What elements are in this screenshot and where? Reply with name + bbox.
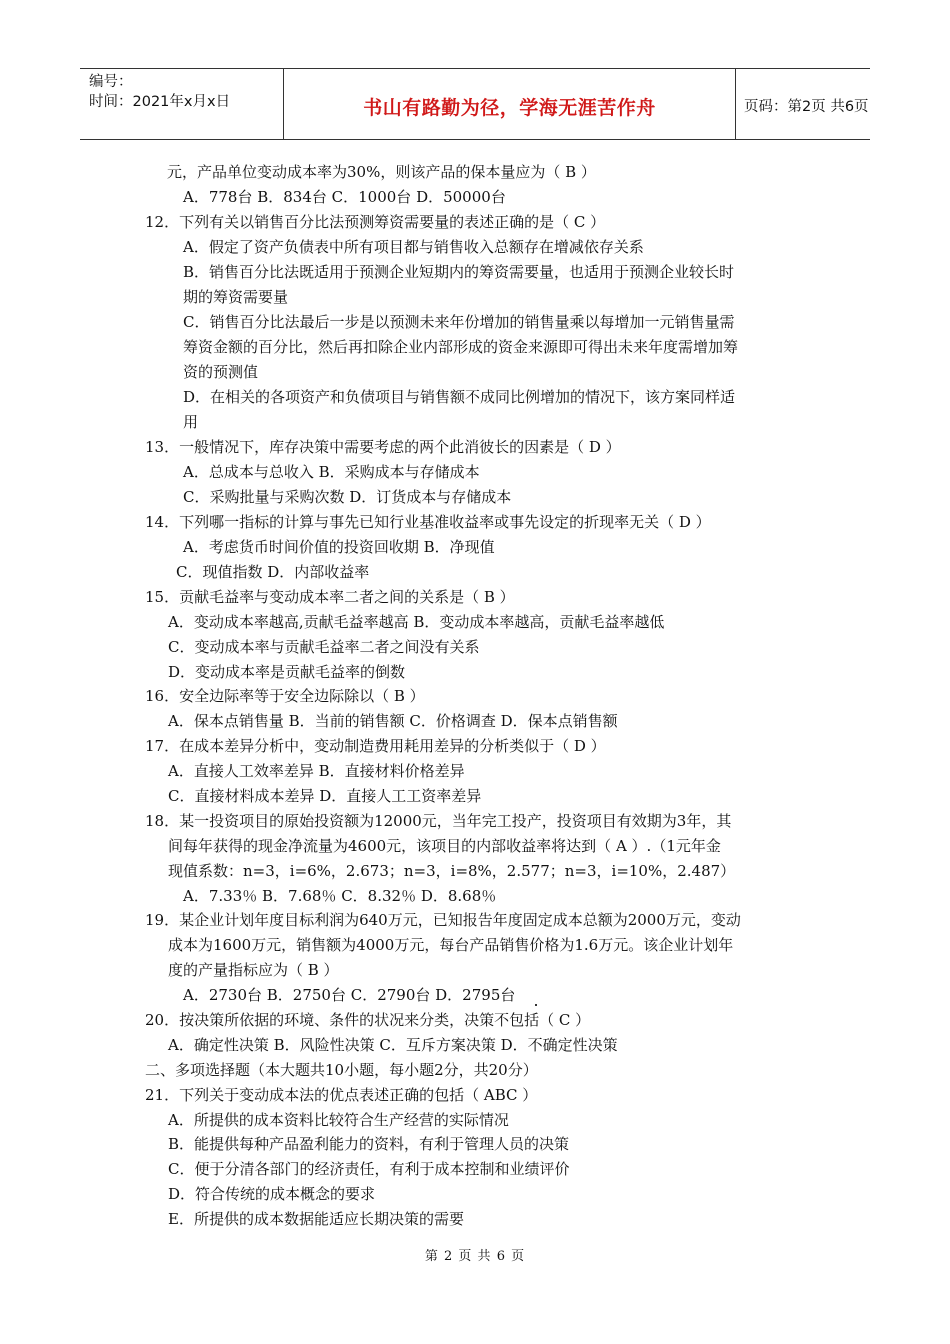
stray-dot (535, 1004, 537, 1006)
header-page-cell (736, 69, 870, 139)
option-line: A．所提供的成本资料比较符合生产经营的实际情况 (168, 1111, 509, 1129)
text-line: 用 (183, 413, 199, 431)
question-line: 21．下列关于变动成本法的优点表述正确的包括（ ABC ） (145, 1086, 538, 1104)
option-line: C．销售百分比法最后一步是以预测未来年份增加的销售量乘以每增加一元销售量需 (183, 313, 735, 331)
option-line: C．现值指数 D．内部收益率 (176, 563, 370, 581)
option-line: E．所提供的成本数据能适应长期决策的需要 (168, 1210, 464, 1228)
option-line: A．直接人工效率差异 B．直接材料价格差异 (168, 762, 465, 780)
text-line: 度的产量指标应为（ B ） (168, 961, 339, 979)
option-line: C．便于分清各部门的经济责任，有利于成本控制和业绩评价 (168, 1160, 570, 1178)
question-line: 19．某企业计划年度目标利润为640万元，已知报告年度固定成本总额为2000万元，变动 (145, 911, 741, 929)
page-header (80, 68, 870, 140)
question-line: 15．贡献毛益率与变动成本率二者之间的关系是（ B ） (145, 588, 515, 606)
text-line: 期的筹资需要量 (183, 288, 289, 306)
option-line: B．能提供每种产品盈利能力的资料，有利于管理人员的决策 (168, 1135, 570, 1153)
document-date-label: 时间：2021年x月x日 (89, 94, 231, 110)
text-line: 资的预测值 (183, 363, 259, 381)
question-line: 20．按决策所依据的环境、条件的状况来分类，决策不包括（ C ） (145, 1011, 591, 1029)
option-line: D．符合传统的成本概念的要求 (168, 1185, 376, 1203)
option-line: A．确定性决策 B．风险性决策 C．互斥方案决策 D．不确定性决策 (168, 1036, 618, 1054)
option-line: A．考虑货币时间价值的投资回收期 B．净现值 (183, 538, 495, 556)
option-line: C．变动成本率与贡献毛益率二者之间没有关系 (168, 638, 480, 656)
section-heading: 二、多项选择题（本大题共10小题，每小题2分，共20分） (145, 1061, 538, 1079)
page-footer: 第 2 页 共 6 页 (424, 1249, 526, 1264)
question-line: 14．下列哪一指标的计算与事先已知行业基准收益率或事先设定的折现率无关（ D ） (145, 513, 711, 531)
header-slogan: 书山有路勤为径，学海无涯苦作舟 (363, 97, 656, 119)
question-line: 12．下列有关以销售百分比法预测筹资需要量的表述正确的是（ C ） (145, 213, 606, 231)
option-line: D．在相关的各项资产和负债项目与销售额不成同比例增加的情况下，该方案同样适 (183, 388, 736, 406)
option-line: C．采购批量与采购次数 D．订货成本与存储成本 (183, 488, 512, 506)
header-page-info: 页码：第2页 共6页 (744, 99, 869, 115)
question-line: 17．在成本差异分析中，变动制造费用耗用差异的分析类似于（ D ） (145, 737, 606, 755)
question-line: 18．某一投资项目的原始投资额为12000元，当年完工投产，投资项目有效期为3年，其 (145, 812, 732, 830)
option-line: A．778台 B．834台 C．1000台 D．50000台 (183, 188, 506, 206)
option-line: A．7.33％ B．7.68％ C．8.32％ D．8.68％ (183, 887, 497, 905)
question-line: 13．一般情况下，库存决策中需要考虑的两个此消彼长的因素是（ D ） (145, 438, 621, 456)
option-line: A．变动成本率越高,贡献毛益率越高 B．变动成本率越高，贡献毛益率越低 (168, 613, 665, 631)
header-left-cell (80, 69, 283, 139)
option-line: A．保本点销售量 B．当前的销售额 C．价格调查 D．保本点销售额 (168, 712, 618, 730)
option-line: A．2730台 B．2750台 C．2790台 D．2795台 (183, 986, 516, 1004)
text-line: 成本为1600万元，销售额为4000万元，每台产品销售价格为1.6万元。该企业计划年 (168, 936, 734, 954)
text-line: 现值系数：n=3，i=6%，2.673；n=3，i=8%，2.577；n=3，i=10%，2.487） (168, 862, 736, 880)
option-line: B．销售百分比法既适用于预测企业短期内的筹资需要量，也适用于预测企业较长时 (183, 263, 735, 281)
option-line: A．假定了资产负债表中所有项目都与销售收入总额存在增减依存关系 (183, 238, 644, 256)
text-line: 筹资金额的百分比，然后再扣除企业内部形成的资金来源即可得出未来年度需增加筹 (183, 338, 739, 356)
text-line: 元，产品单位变动成本率为30%，则该产品的保本量应为（ B ） (167, 163, 596, 181)
option-line: D．变动成本率是贡献毛益率的倒数 (168, 663, 406, 681)
document-number-label: 编号： (89, 74, 133, 90)
option-line: A．总成本与总收入 B．采购成本与存储成本 (183, 463, 480, 481)
option-line: C．直接材料成本差异 D．直接人工工资率差异 (168, 787, 482, 805)
header-slogan-cell (283, 69, 736, 139)
text-line: 间每年获得的现金净流量为4600元，该项目的内部收益率将达到（ A ）.（1元年金 (168, 837, 721, 855)
question-line: 16．安全边际率等于安全边际除以（ B ） (145, 687, 425, 705)
